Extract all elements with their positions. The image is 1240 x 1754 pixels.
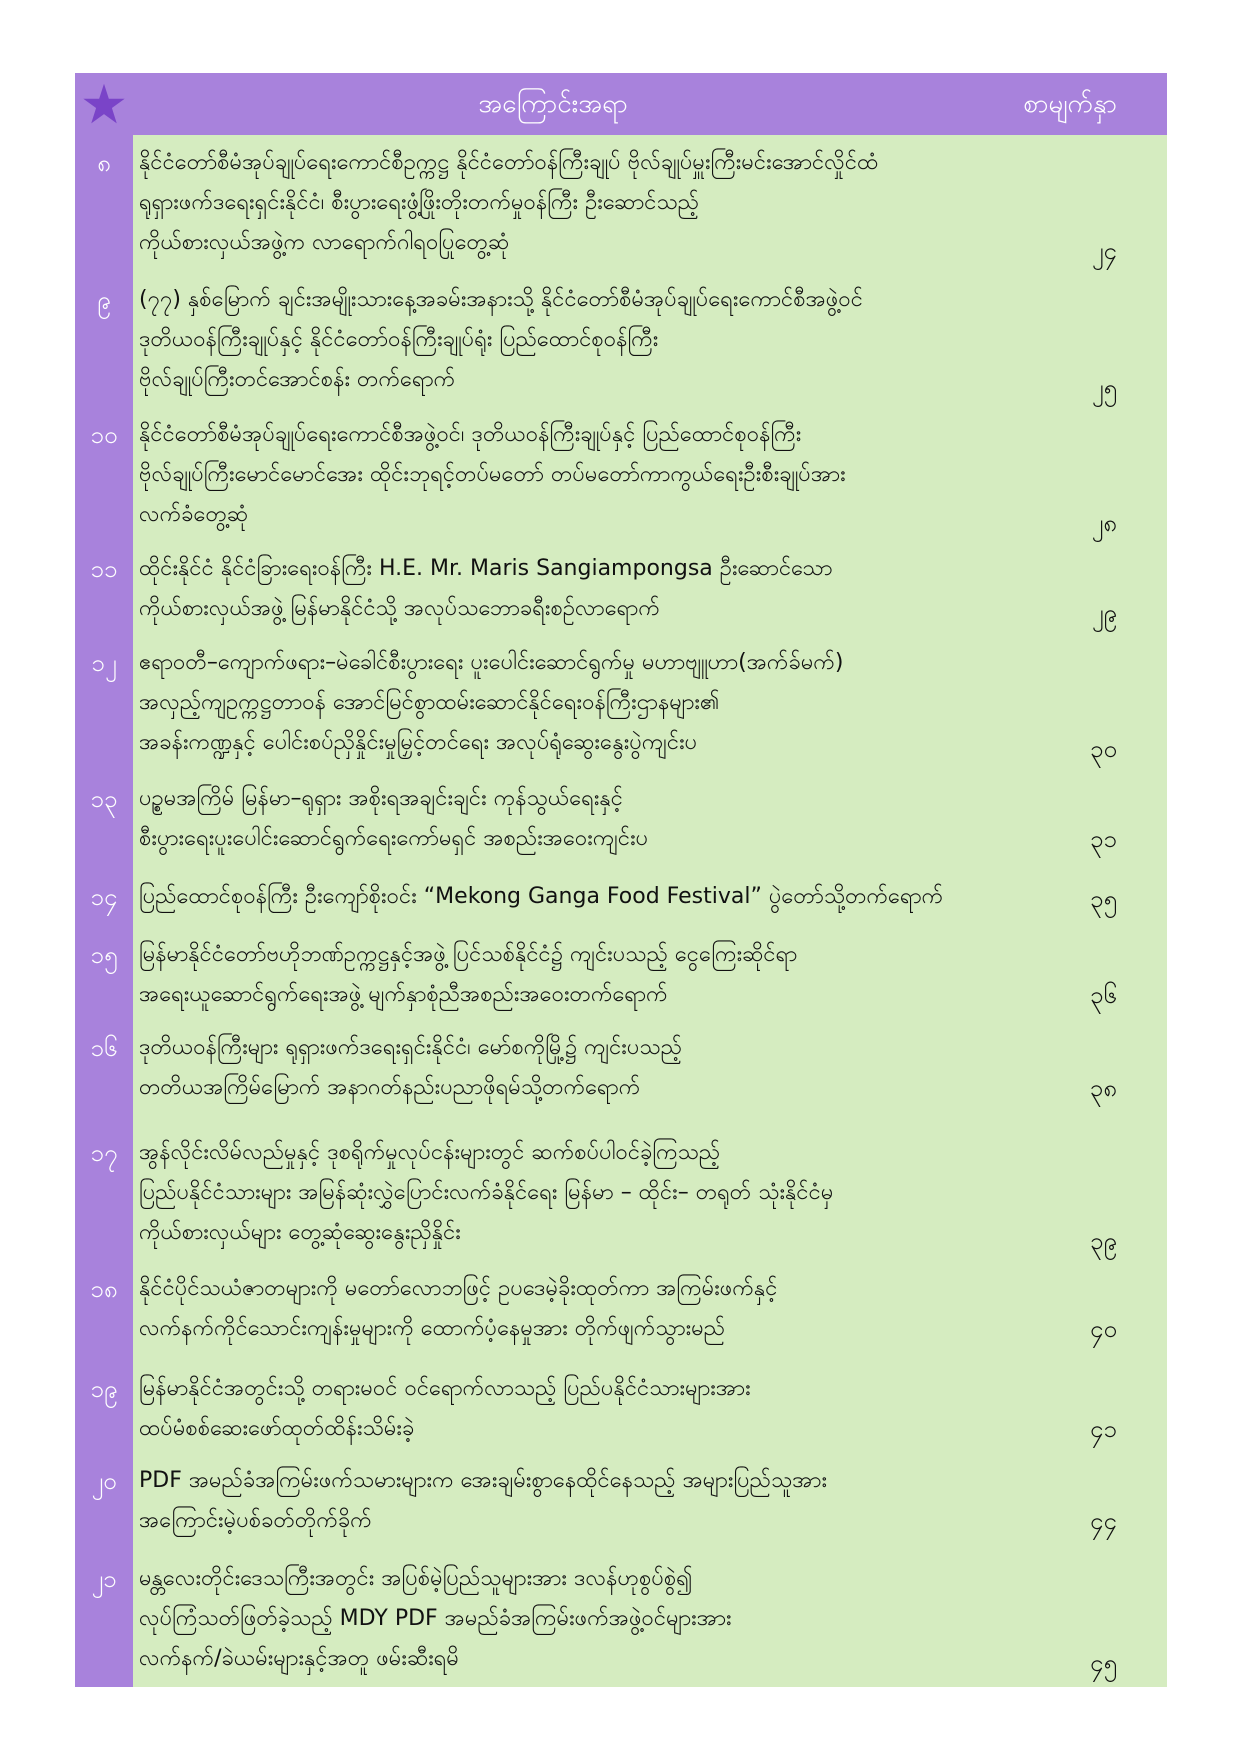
entry-line: လုပ်ကြံသတ်ဖြတ်ခဲ့သည့် MDY PDF အမည်ခံအကြမ်းဖက်အဖွဲ့ဝင်များအား — [139, 1606, 732, 1631]
toc-entry[interactable] — [75, 280, 1167, 410]
entry-line: ဒုတိယဝန်ကြီးချုပ်နှင့် နိုင်ငံတော်ဝန်ကြီးချုပ်ရုံး ပြည်ထောင်စုဝန်ကြီး — [139, 327, 659, 352]
entry-number: ၁၇ — [90, 1139, 118, 1167]
entry-number: ၁၀ — [90, 421, 118, 449]
entry-line: နိုင်ငံတော်စီမံအုပ်ချုပ်ရေးကောင်စီဥက္ကဋ္ဌ နိုင်ငံတော်ဝန်ကြီးချုပ် ဗိုလ်ချုပ်မှူးကြီးမင်းအောင်လှိုင်ထံ — [139, 150, 879, 175]
entry-title — [139, 143, 1019, 263]
toc-entry[interactable] — [75, 1461, 1167, 1551]
entry-line: နိုင်ငံပိုင်သယံဇာတများကို မတော်လောဘဖြင့် ဥပဒေမဲ့ခိုးထုတ်ကာ အကြမ်းဖက်နှင့် — [139, 1276, 778, 1301]
entry-line: ဒုတိယဝန်ကြီးများ ရုရှားဖက်ဒရေးရှင်းနိုင်ငံ၊ မော်စကိုမြို့၌ ကျင်းပသည့် — [139, 1035, 682, 1060]
entry-number: ၂၀ — [91, 1467, 117, 1495]
entry-line: ပဉ္စမအကြိမ် မြန်မာ–ရုရှား အစိုးရအချင်းချင်း ကုန်သွယ်ရေးနှင့် — [139, 786, 623, 811]
entry-page-number: ၄၀ — [1090, 1315, 1117, 1343]
entry-page-number: ၃၅ — [1090, 885, 1117, 913]
entry-number: ၁၄ — [90, 883, 118, 911]
toc-entry[interactable] — [75, 1133, 1167, 1265]
entry-line: ပြည်ထောင်စုဝန်ကြီး ဦးကျော်စိုးဝင်း “Mekong Ganga Food Festival” ပွဲတော်သို့တက်ရောက် — [139, 884, 944, 909]
entry-line: အလှည့်ကျဥက္ကဋ္ဌတာဝန် အောင်မြင်စွာထမ်းဆောင်နိုင်ရေးဝန်ကြီးဌာနများ၏ — [139, 690, 720, 715]
entry-title — [139, 1269, 1019, 1349]
entry-line: နိုင်ငံတော်စီမံအုပ်ချုပ်ရေးကောင်စီအဖွဲ့ဝင်၊ ဒုတိယဝန်ကြီးချုပ်နှင့် ပြည်ထောင်စုဝန်ကြီး — [139, 422, 802, 447]
toc-entry[interactable] — [75, 1369, 1167, 1459]
entry-line: ဗိုလ်ချုပ်ကြီးတင်အောင်စန်း တက်ရောက် — [139, 367, 456, 392]
entry-line: ကိုယ်စားလှယ်များ တွေ့ဆုံဆွေးနွေးညှိနှိုင်း — [139, 1220, 461, 1245]
toc-entry[interactable] — [75, 877, 1167, 927]
entry-line: လက်နက်/ခဲယမ်းများနှင့်အတူ ဖမ်းဆီးရမိ — [139, 1646, 459, 1671]
entry-number: ၁၁ — [90, 555, 118, 583]
entry-page-number: ၂၄ — [1091, 237, 1117, 265]
entry-page-number: ၄၄ — [1090, 1507, 1117, 1535]
entry-line: ထိုင်းနိုင်ငံ နိုင်ငံခြားရေးဝန်ကြီး H.E. Mr. Maris Sangiampongsa ဦးဆောင်သော — [139, 556, 833, 581]
entry-line: ကိုယ်စားလှယ်အဖွဲ့ မြန်မာနိုင်ငံသို့ အလုပ်သဘောခရီးစဉ်လာရောက် — [139, 596, 660, 621]
table-of-contents — [75, 73, 1167, 1687]
entry-page-number: ၃၁ — [1090, 825, 1117, 853]
entry-page-number: ၂၉ — [1091, 599, 1117, 627]
toc-entry[interactable] — [75, 643, 1167, 773]
entry-title — [139, 1461, 1019, 1541]
header-page-label: စာမျက်နှာ — [1023, 89, 1117, 119]
entry-page-number: ၃၀ — [1090, 735, 1117, 763]
entry-line: မန္တလေးတိုင်းဒေသကြီးအတွင်း အပြစ်မဲ့ပြည်သူများအား ဒလန်ဟုစွပ်စွဲ၍ — [139, 1566, 693, 1591]
entry-title — [139, 1369, 1019, 1449]
entry-line: တတိယအကြိမ်မြောက် အနာဂတ်နည်းပညာဖိုရမ်သို့တက်ရောက် — [139, 1075, 641, 1100]
toc-entry[interactable] — [75, 1028, 1167, 1118]
entry-title — [139, 779, 1019, 859]
entry-page-number: ၄၁ — [1090, 1415, 1117, 1443]
entry-page-number: ၃၉ — [1090, 1227, 1117, 1255]
entry-title — [139, 549, 1019, 629]
entry-line: ဗိုလ်ချုပ်ကြီးမောင်မောင်အေး ထိုင်းဘုရင့်တပ်မတော် တပ်မတော်ကာကွယ်ရေးဦးစီးချုပ်အား — [139, 462, 846, 487]
entry-number: ၈ — [97, 149, 111, 177]
entry-page-number: ၃၈ — [1089, 1074, 1117, 1102]
entry-page-number: ၄၅ — [1090, 1649, 1117, 1677]
entry-line: မြန်မာနိုင်ငံတော်ဗဟိုဘဏ်ဥက္ကဋ္ဌနှင့်အဖွဲ့ ပြင်သစ်နိုင်ငံ၌ ကျင်းပသည့် ငွေကြေးဆိုင်ရာ — [139, 942, 798, 967]
entry-line: ပြည်ပနိုင်ငံသားများ အမြန်ဆုံးလွှဲပြောင်းလက်ခံနိုင်ရေး မြန်မာ – ထိုင်း– တရုတ် သုံးနိုင်ငံမှ — [139, 1180, 834, 1205]
star-icon — [75, 73, 133, 135]
entry-line: ဧရာဝတီ–ကျောက်ဖရား–မဲခေါင်စီးပွားရေး ပူးပေါင်းဆောင်ရွက်မှု မဟာဗျူဟာ(အက်ခ်မက်) — [139, 650, 844, 675]
entry-title — [139, 643, 1019, 763]
entry-line: အွန်လိုင်းလိမ်လည်မှုနှင့် ဒုစရိုက်မှုလုပ်ငန်းများတွင် ဆက်စပ်ပါဝင်ခဲ့ကြသည့် — [139, 1140, 721, 1165]
entry-number: ၁၃ — [90, 785, 118, 813]
entry-number: ၁၈ — [90, 1275, 118, 1303]
entry-title — [139, 1028, 1019, 1108]
toc-entry[interactable] — [75, 935, 1167, 1025]
entry-title — [139, 877, 1019, 917]
entry-title — [139, 280, 1019, 400]
entry-title — [139, 935, 1019, 1015]
entry-line: အကြောင်းမဲ့ပစ်ခတ်တိုက်ခိုက် — [139, 1508, 372, 1533]
entry-line: ရုရှားဖက်ဒရေးရှင်းနိုင်ငံ၊ စီးပွားရေးဖွံ့ဖြိုးတိုးတက်မှုဝန်ကြီး ဦးဆောင်သည့် — [139, 190, 700, 215]
entry-line: မြန်မာနိုင်ငံအတွင်းသို့ တရားမဝင် ဝင်ရောက်လာသည့် ပြည်ပနိုင်ငံသားများအား — [139, 1376, 751, 1401]
entry-line: အခန်းကဏ္ဍနှင့် ပေါင်းစပ်ညှိနှိုင်းမှုမြှင့်တင်ရေး အလုပ်ရုံဆွေးနွေးပွဲကျင်းပ — [139, 730, 698, 755]
toc-entry[interactable] — [75, 549, 1167, 639]
entry-line: လက်နက်ကိုင်သောင်းကျန်းမှုများကို ထောက်ပံ့နေမှုအား တိုက်ဖျက်သွားမည် — [139, 1316, 726, 1341]
entry-page-number: ၃၆ — [1090, 981, 1117, 1009]
entry-line: ထပ်မံစစ်ဆေးဖော်ထုတ်ထိန်းသိမ်းခဲ့ — [139, 1416, 415, 1441]
entry-number: ၂၁ — [91, 1565, 117, 1593]
toc-entry[interactable] — [75, 779, 1167, 869]
entry-line: PDF အမည်ခံအကြမ်းဖက်သမားများက အေးချမ်းစွာနေထိုင်နေသည့် အများပြည်သူအား — [139, 1468, 828, 1493]
entry-page-number: ၂၅ — [1091, 374, 1117, 402]
entry-line: ကိုယ်စားလှယ်အဖွဲ့က လာရောက်ဂါရဝပြုတွေ့ဆုံ — [139, 230, 510, 255]
entry-line: လက်ခံတွေ့ဆုံ — [139, 502, 249, 527]
toc-entry[interactable] — [75, 1269, 1167, 1359]
entry-title — [139, 1559, 1019, 1679]
entry-line: (၇၇) နှစ်မြောက် ချင်းအမျိုးသားနေ့အခမ်းအနားသို့ နိုင်ငံတော်စီမံအုပ်ချုပ်ရေးကောင်စီအဖွဲ့ဝင် — [139, 287, 863, 312]
entry-number: ၁၆ — [90, 1034, 118, 1062]
entry-number: ၁၂ — [91, 649, 117, 677]
entry-title — [139, 1133, 1019, 1253]
entry-line: အရေးယူဆောင်ရွက်ရေးအဖွဲ့ မျက်နှာစုံညီအစည်းအဝေးတက်ရောက် — [139, 982, 668, 1007]
toc-header — [75, 73, 1167, 135]
entry-number: ၁၅ — [90, 941, 118, 969]
toc-entry[interactable] — [75, 143, 1167, 279]
entry-line: စီးပွားရေးပူးပေါင်းဆောင်ရွက်ရေးကော်မရှင် အစည်းအဝေးကျင်းပ — [139, 826, 649, 851]
toc-entry[interactable] — [75, 415, 1167, 545]
toc-entry[interactable] — [75, 1559, 1167, 1687]
entry-title — [139, 415, 1019, 535]
entry-page-number: ၂၈ — [1091, 509, 1117, 537]
header-title: အကြောင်းအရာ — [478, 89, 628, 119]
entry-number: ၉ — [97, 286, 111, 314]
entry-number: ၁၉ — [90, 1375, 118, 1403]
